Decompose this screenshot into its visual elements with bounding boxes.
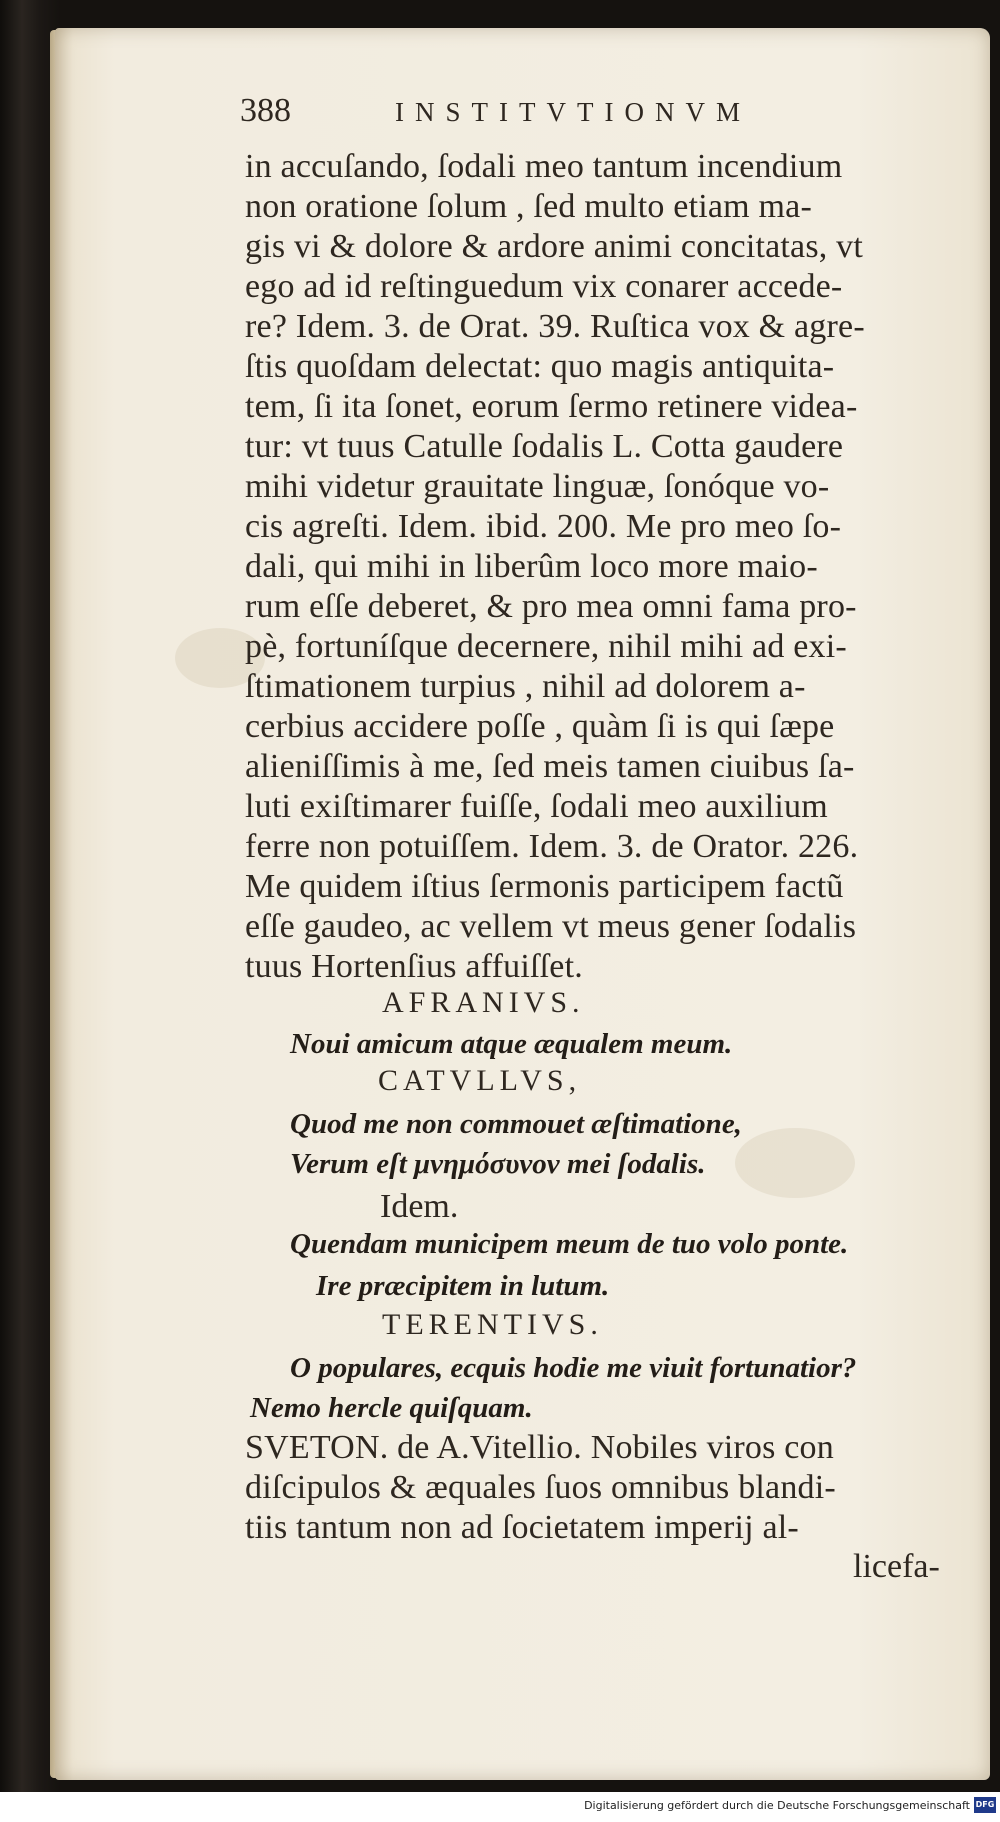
verse-line: Quod me non commouet æſtimatione, xyxy=(290,1108,742,1140)
text-line: eſſe gaudeo, ac vellem vt meus gener ſodalis xyxy=(245,908,857,945)
text-line: Me quidem iſtius ſermonis participem factũ xyxy=(245,868,844,905)
text-line: ego ad id reſtinguedum vix conarer accede- xyxy=(245,268,843,305)
text-line: ferre non potuiſſem. Idem. 3. de Orator. 226. xyxy=(245,828,859,865)
paper-stain xyxy=(735,1128,855,1198)
text-line: dali, qui mihi in liberûm loco more maio- xyxy=(245,548,818,585)
body-text xyxy=(245,147,865,987)
funding-credit: Digitalisierung gefördert durch die Deutsche Forschungsgemeinschaft xyxy=(584,1799,970,1812)
text-line: luti exiſtimarer fuiſſe, ſodali meo auxilium xyxy=(245,788,828,825)
text-line: gis vi & dolore & ardore animi concitatas, vt xyxy=(245,228,864,265)
text-line: cis agreſti. Idem. ibid. 200. Me pro meo ſo- xyxy=(245,508,842,545)
section-heading-catullus: CATVLLVS, xyxy=(378,1064,582,1097)
text-line: cerbius accidere poſſe , quàm ſi is qui ſæpe xyxy=(245,708,835,745)
text-line: mihi videtur grauitate linguæ, ſonóque vo- xyxy=(245,468,830,505)
text-line: alieniſſimis à me, ſed meis tamen ciuibus ſa- xyxy=(245,748,855,785)
dfg-logo-icon: DFG xyxy=(974,1797,996,1813)
running-title: INSTITVTIONVM xyxy=(395,97,751,127)
section-heading-afranius: AFRANIVS. xyxy=(382,986,585,1019)
text-line: rum eſſe deberet, & pro mea omni fama pro- xyxy=(245,588,857,625)
text-line: re? Idem. 3. de Orat. 39. Ruſtica vox & agre- xyxy=(245,308,865,345)
text-line: tur: vt tuus Catulle ſodalis L. Cotta gaudere xyxy=(245,428,844,465)
text-line: tuus Hortenſius affuiſſet. xyxy=(245,948,583,985)
text-line: SVETON. de A.Vitellio. Nobiles viros con xyxy=(245,1429,834,1466)
text-line: tem, ſi ita ſonet, eorum ſermo retinere videa- xyxy=(245,388,858,425)
page-number: 388 xyxy=(240,92,291,129)
verse-line: Verum eſt μνημόσυνον mei ſodalis. xyxy=(290,1148,706,1180)
verse-line: O populares, ecquis hodie me viuit fortunatior? xyxy=(290,1352,857,1384)
verse-line: Ire præcipitem in lutum. xyxy=(316,1270,610,1302)
text-line: pè, fortuníſque decernere, nihil mihi ad exi- xyxy=(245,628,847,665)
catchword: licefa- xyxy=(853,1548,940,1585)
verse-line: Nemo hercle quiſquam. xyxy=(250,1392,533,1424)
section-heading-terentius: TERENTIVS. xyxy=(382,1308,603,1341)
text-line: diſcipulos & æquales ſuos omnibus blandi- xyxy=(245,1469,836,1506)
text-line: ſtimationem turpius , nihil ad dolorem a- xyxy=(245,668,806,705)
verse-line: Quendam municipem meum de tuo volo ponte. xyxy=(290,1228,849,1260)
text-line: tiis tantum non ad ſocietatem imperij al- xyxy=(245,1509,799,1546)
closing-text xyxy=(245,1428,836,1548)
text-line: non oratione ſolum , ſed multo etiam ma- xyxy=(245,188,812,225)
section-heading-idem: Idem. xyxy=(380,1188,459,1225)
text-line: ſtis quoſdam delectat: quo magis antiquita- xyxy=(245,348,835,385)
verse-line: Noui amicum atque æqualem meum. xyxy=(290,1028,733,1060)
text-line: in accuſando, ſodali meo tantum incendium xyxy=(245,148,843,185)
footer-bar xyxy=(0,1792,1000,1822)
